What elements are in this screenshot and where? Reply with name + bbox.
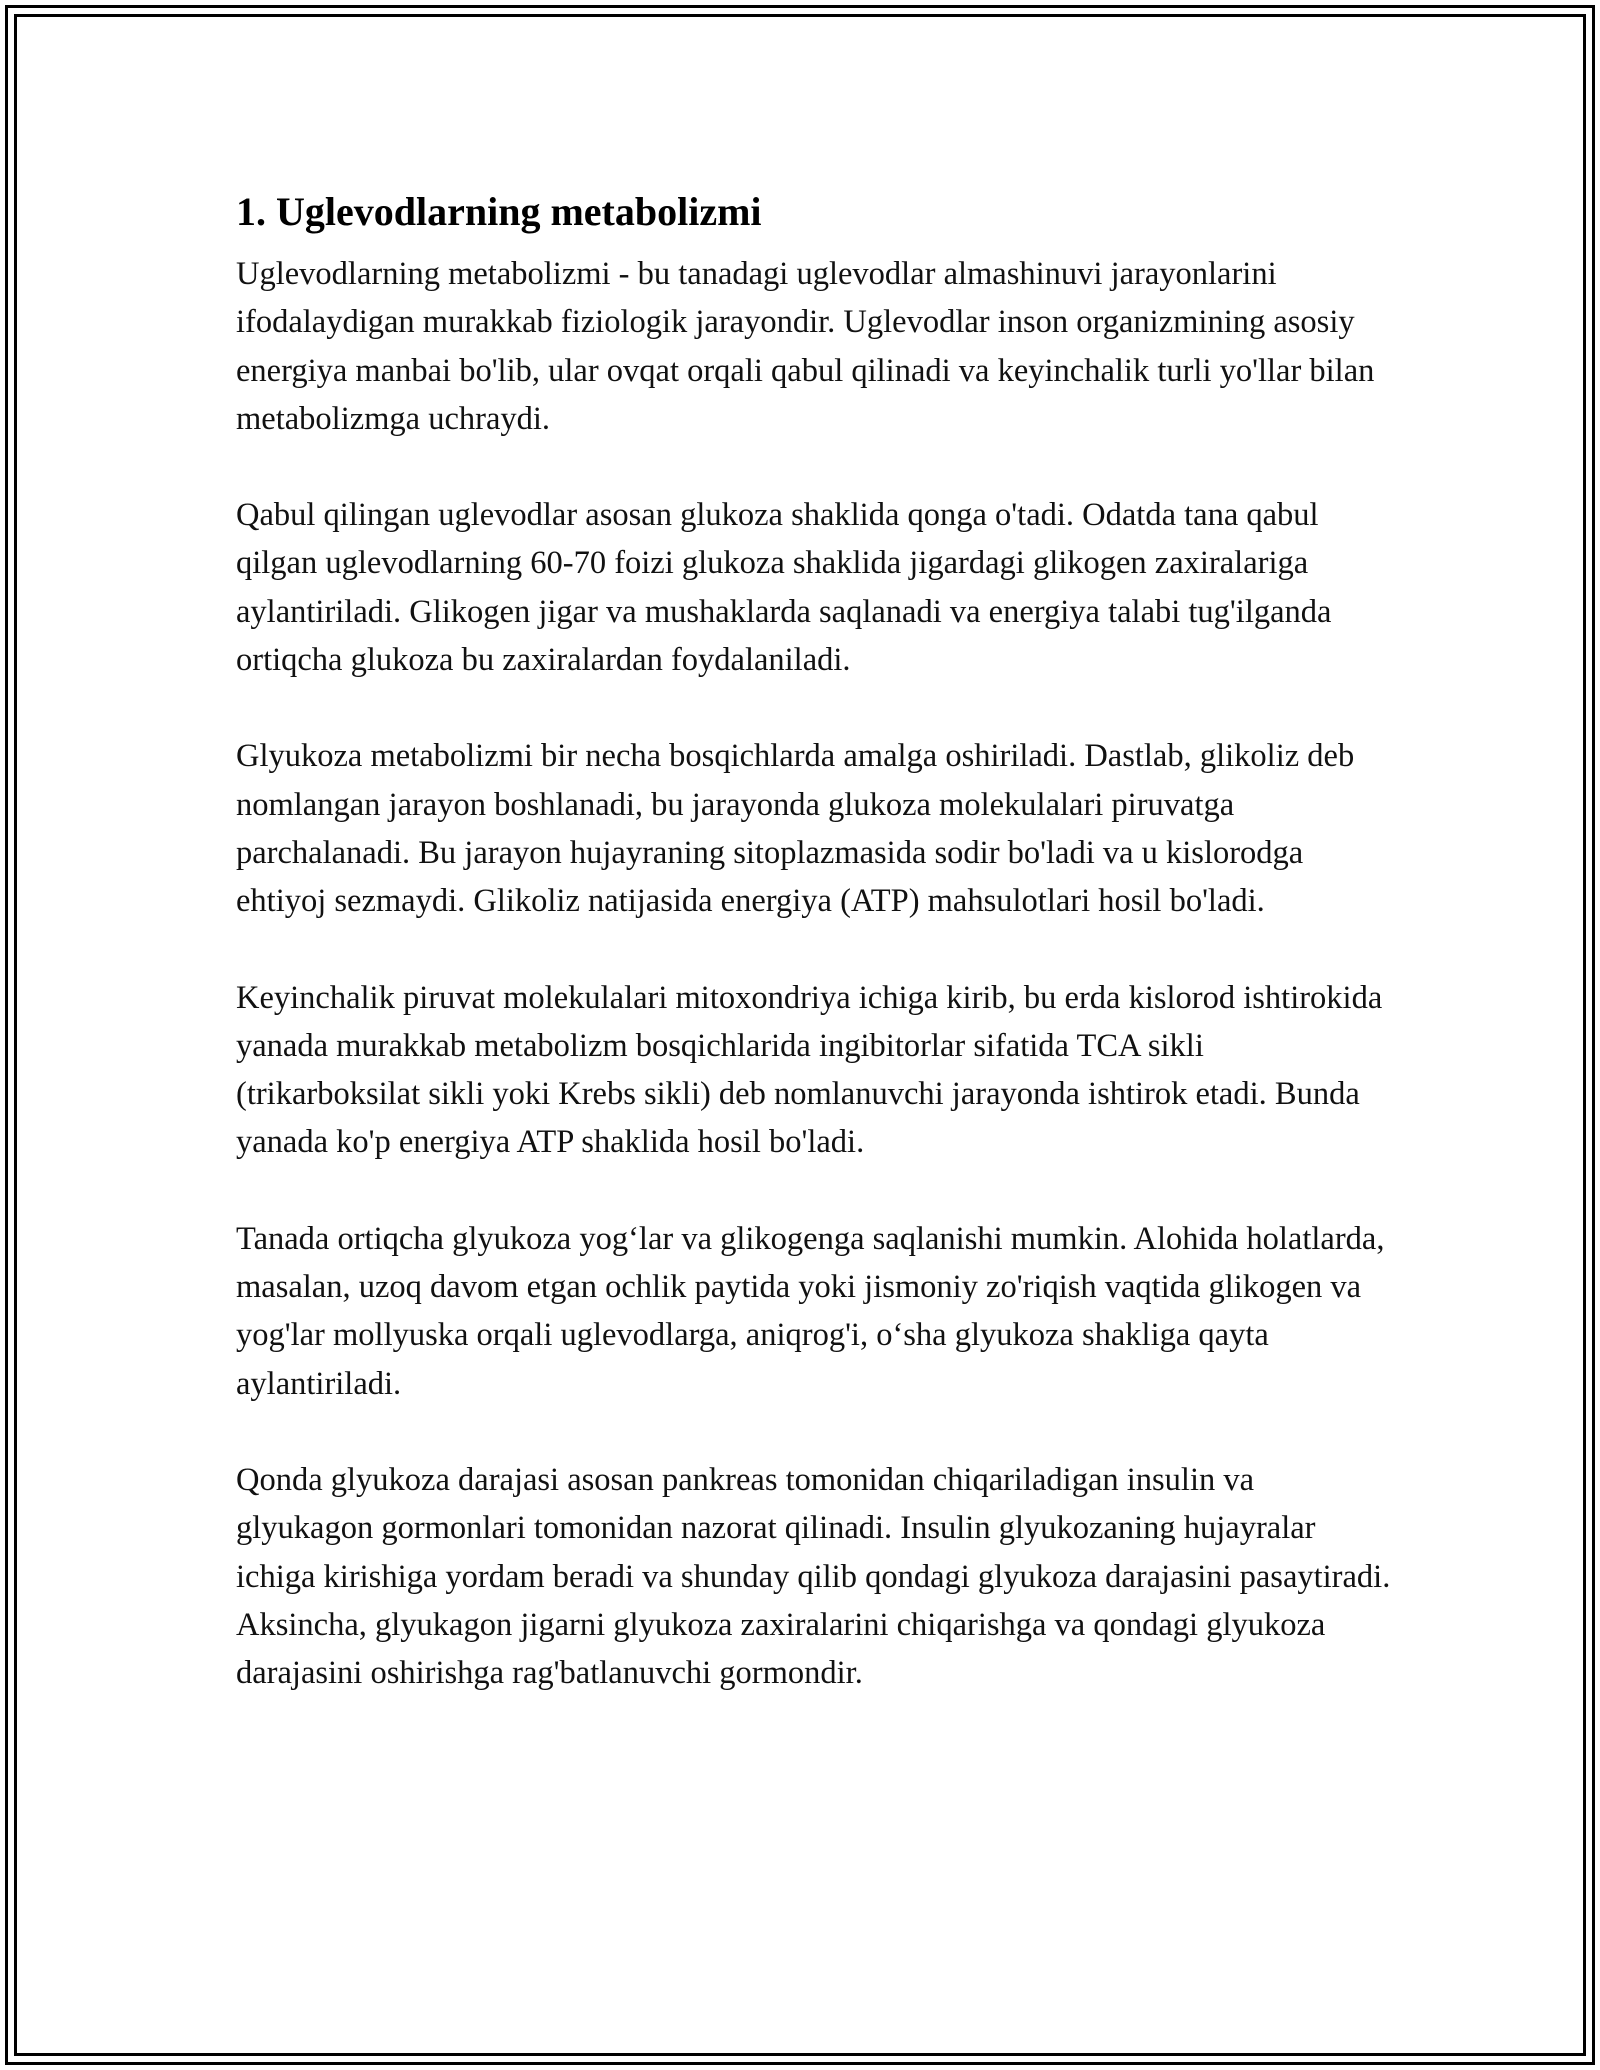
paragraph-tca-cycle: Keyinchalik piruvat molekulalari mitoxondriya ichiga kirib, bu erda kislorod ishtirokida yanada murakkab metabolizm bosqichlarida ingibitorlar sifatida TCA sikli (trikarboksilat sikli yoki Krebs sikli) deb nomlanuvchi jarayonda ishtirok etadi. Bunda yanada ko'p energiya ATP shaklida hosil bo'ladi. [236, 979, 1383, 1161]
paragraph-glycolysis: Glyukoza metabolizmi bir necha bosqichlarda amalga oshiriladi. Dastlab, glikoliz deb nomlangan jarayon boshlanadi, bu jarayonda glukoza molekulalari piruvatga parchalanadi. Bu jarayon hujayraning sitoplazmasida sodir bo'ladi va u kislorodga ehtiyoj sezmaydi. Glikoliz natijasida energiya (ATP) mahsulotlari hosil bo'ladi. [236, 738, 1355, 920]
document-body [236, 184, 1396, 1745]
paragraph-storage: Tanada ortiqcha glyukoza yog‘lar va glikogenga saqlanishi mumkin. Alohida holatlarda, masalan, uzoq davom etgan ochlik paytida yoki jismoniy zo'riqish vaqtida glikogen va yog'lar mollyuska orqali uglevodlarga, aniqrog'i, o‘sha glyukoza shakliga qayta aylantiriladi. [236, 1220, 1385, 1402]
paragraph-intro: Uglevodlarning metabolizmi - bu tanadagi uglevodlar almashinuvi jarayonlarini ifodalaydigan murakkab fiziologik jarayondir. Uglevodlar inson organizmining asosiy energiya manbai bo'lib, ular ovqat orqali qabul qilinadi va keyinchalik turli yo'llar bilan metabolizmga uchraydi. [236, 256, 1375, 437]
document-title: 1. Uglevodlarning metabolizmi [236, 189, 762, 234]
paragraph-absorption: Qabul qilingan uglevodlar asosan glukoza shaklida qonga o'tadi. Odatda tana qabul qilgan uglevodlarning 60-70 foizi glukoza shaklida jigardagi glikogen zaxiralariga aylantiriladi. Glikogen jigar va mushaklarda saqlanadi va energiya talabi tug'ilganda ortiqcha glukoza bu zaxiralardan foydalaniladi. [236, 497, 1332, 679]
paragraph-hormonal-control: Qonda glyukoza darajasi asosan pankreas tomonidan chiqariladigan insulin va glyukagon gormonlari tomonidan nazorat qilinadi. Insulin glyukozaning hujayralar ichiga kirishiga yordam beradi va shunday qilib qondagi glyukoza darajasini pasaytiradi. Aksincha, glyukagon jigarni glyukoza zaxiralarini chiqarishga va qondagi glyukoza darajasini oshirishga rag'batlanuvchi gormondir. [236, 1461, 1391, 1692]
